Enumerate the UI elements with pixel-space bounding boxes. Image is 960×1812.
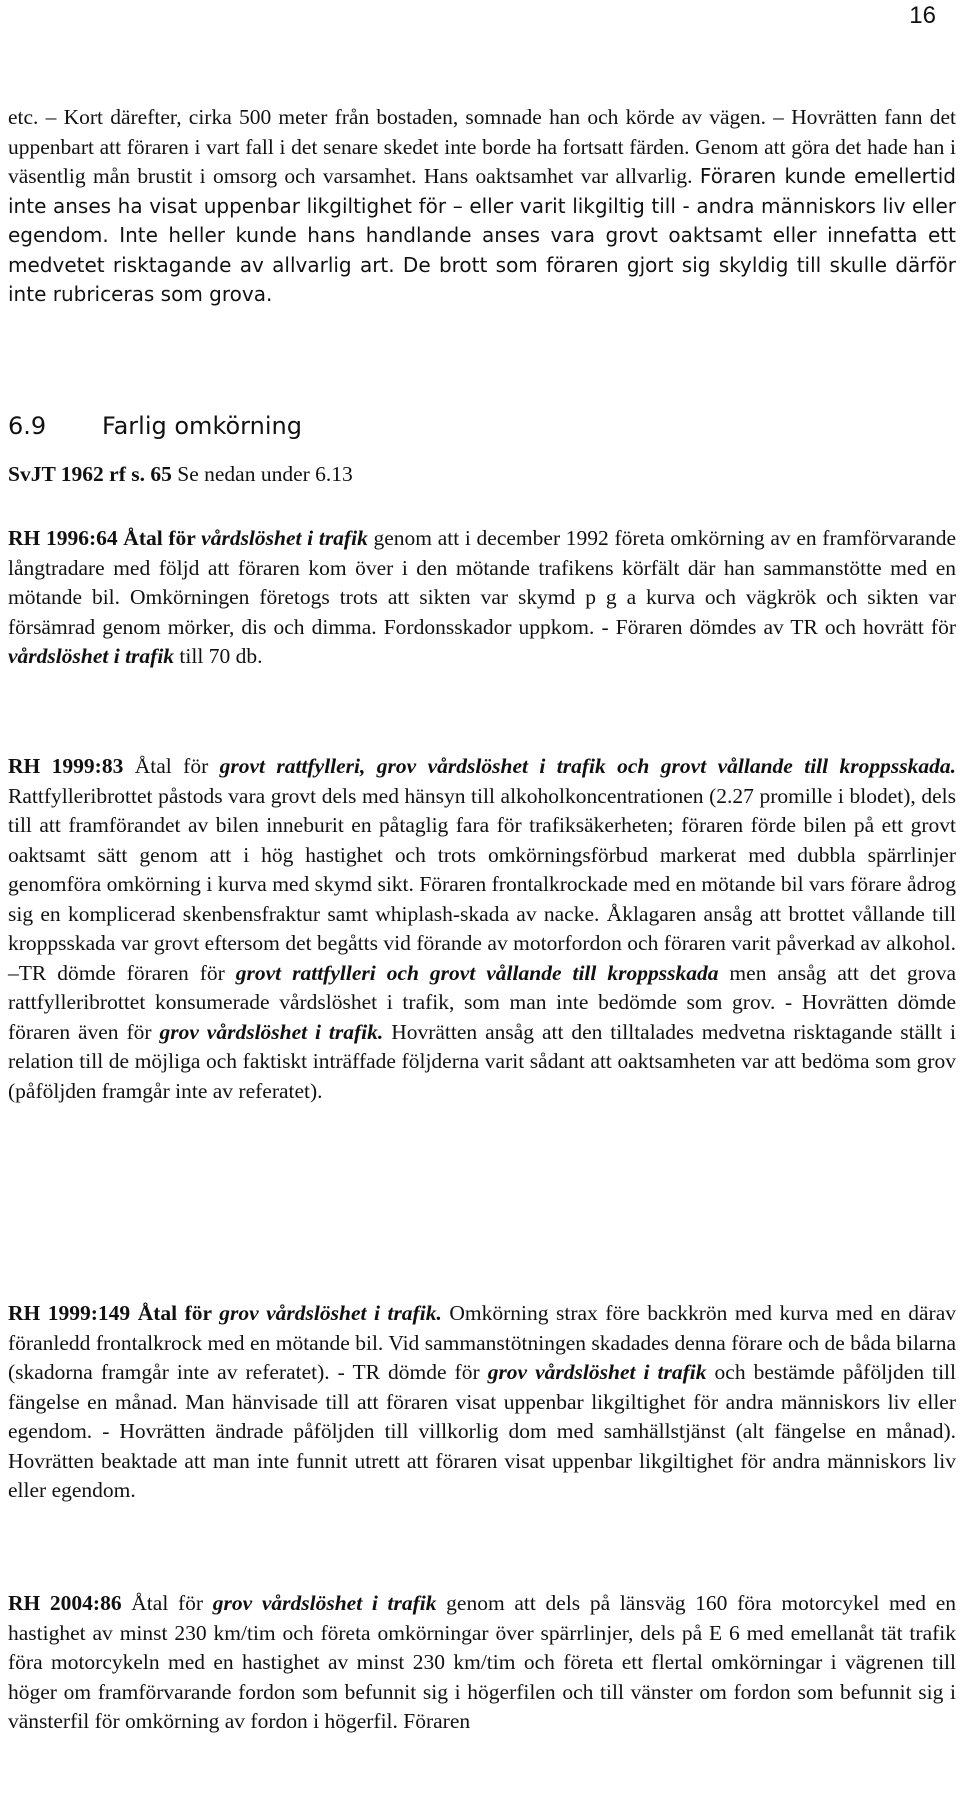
case-paragraph [8, 1589, 956, 1737]
case-charge-label: Åtal för [117, 526, 202, 550]
case-text: genom att i december 1992 företa omkörning av en framförvarande långtradare med följd att föraren kom över i den mötande trafikens körfält där han sammanstötte med en mötande bil. Omkörningen företogs trots att sikten var skymd p g a kurva och vägkrök och sikten var försämrad genom mörker, dis och dimma. Fordonsskador uppkom. - Föraren dömdes av TR och hovrätt för [8, 526, 956, 639]
case-text: Åtal för [121, 1591, 213, 1615]
case-charge-label: Åtal för [130, 1301, 220, 1325]
section-number: 6.9 [8, 412, 47, 440]
offense-emphasis: grov vårdslöshet i trafik. [159, 1019, 384, 1044]
section-title: Farlig omkörning [102, 412, 302, 440]
case-id: RH 1999:83 [8, 754, 124, 778]
case-paragraph [8, 752, 956, 1106]
case-text: Hovrätten ansåg att den tilltalades medvetna risktagande ställt i relation till de möjliga och faktiskt inträffade följderna varit sådant att oaktsamheten var att bedöma som grov (påföljden framgår inte av referatet). [8, 1019, 956, 1103]
case-text: men ansåg att det grova rattfylleribrottet konsumerade vårdslöshet i trafik, som man inte bedömde som grov. - Hovrätten dömde föraren även för [8, 960, 956, 1044]
case-paragraph [8, 1299, 956, 1506]
case-id: RH 2004:86 [8, 1591, 122, 1615]
offense-emphasis: vårdslöshet i trafik [8, 644, 175, 668]
page-number: 16 [909, 2, 936, 29]
intro-text-continued: Föraren kunde emellertid inte anses ha visat uppenbar likgiltighet för – eller varit likgiltig till - andra människors liv eller egendom. Inte heller kunde hans handlande anses vara grovt oaktsamt eller innefatta ett medvetet risktagande av allvarlig art. De brott som föraren gjort sig skyldig till skulle därför inte rubriceras som grova. [8, 164, 956, 306]
case-text: Omkörning strax före backkrön med kurva med en därav föranledd frontalkrock med en mötande bil. Vid sammanstötningen skadades denna förare och de båda bilarna (skadorna framgår inte av referatet). - TR dömde för [8, 1301, 956, 1384]
case-text: Rattfylleribrottet påstods vara grovt dels med hänsyn till alkoholkoncentrationen (2.27 promille i blodet), dels till att framförandet av bilen inneburit en påtaglig fara för trafiksäkerheten; föraren förde bilen på ett grovt oaktsamt sätt genom att i hög hastighet och trots omkörningsförbud markerat med dubbla spärrlinjer genomföra omkörning i kurva med skymd sikt. Föraren frontalkrockade med en mötande bil vars förare ådrog sig en komplicerad skenbensfraktur samt whiplash-skada av nacke. Åklagaren ansåg att brottet vållande till kroppsskada var grovt eftersom det begåtts vid förande av motorfordon och föraren varit påverkad av alkohol. –TR dömde föraren för [8, 783, 956, 985]
offense-emphasis: grov vårdslöshet i trafik [487, 1360, 707, 1384]
reference-source: SvJT 1962 rf s. 65 [8, 462, 172, 486]
intro-paragraph [8, 103, 956, 310]
offense-emphasis: grovt rattfylleri och grovt vållande till kroppsskada [235, 960, 719, 985]
case-text: Åtal för [123, 754, 220, 778]
case-text: genom att dels på länsväg 160 föra motorcykel med en hastighet av minst 230 km/tim och företa omkörningar över spärrlinjer, dels på E 6 med emellanåt tät trafik föra motorcykeln med en hastighet av minst 230 km/tim och företa ett flertal omkörningar i vägrenen till höger om framförvarande fordon som befunnit sig i högerfilen och till vänster om fordon som befunnit sig i vänsterfil för omkörning av fordon i högerfil. Föraren [8, 1591, 956, 1733]
reference-note: Se nedan under 6.13 [177, 462, 353, 486]
intro-text: etc. – Kort därefter, cirka 500 meter från bostaden, somnade han och körde av vägen. – Hovrätten fann det uppenbart att föraren i vart fall i det senare skedet inte borde ha fortsatt färden. Genom att göra det hade han i väsentlig mån brustit i omsorg och varsamhet. Hans oaktsamhet var allvarlig. [8, 105, 956, 188]
reference-line [8, 462, 353, 487]
case-paragraph [8, 524, 956, 672]
case-id: RH 1999:149 [8, 1301, 131, 1325]
offense-emphasis: vårdslöshet i trafik [201, 526, 368, 550]
section-heading [8, 412, 302, 440]
case-id: RH 1996:64 [8, 526, 118, 550]
offense-emphasis: grov vårdslöshet i trafik. [219, 1301, 442, 1325]
offense-emphasis: grov vårdslöshet i trafik [212, 1591, 437, 1615]
case-text: till 70 db. [174, 644, 263, 668]
case-text: och bestämde påföljden till fängelse en månad. Man hänvisade till att föraren visat uppenbar likgiltighet för andra människors liv eller egendom. - Hovrätten ändrade påföljden till villkorlig dom med samhällstjänst (alt fängelse en månad). Hovrätten beaktade att man inte funnit utrett att föraren visat uppenbar likgiltighet för andra människors liv eller egendom. [8, 1360, 956, 1502]
offense-emphasis: grovt rattfylleri, grov vårdslöshet i trafik och grovt vållande till kroppsskada. [219, 754, 956, 778]
